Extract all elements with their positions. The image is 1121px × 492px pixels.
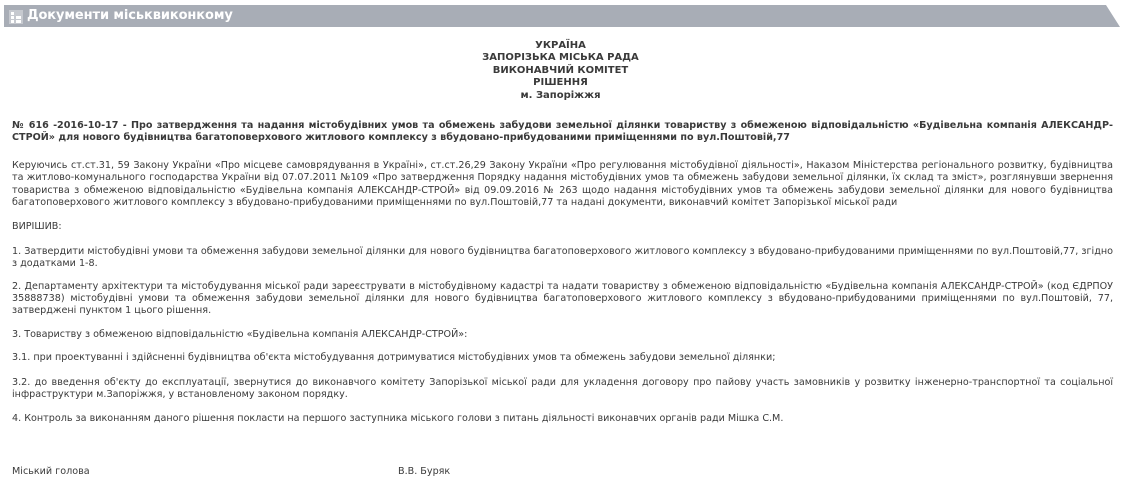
heading-city: м. Запоріжжя — [520, 89, 601, 101]
heading-committee: ВИКОНАВЧИЙ КОМІТЕТ — [492, 64, 629, 76]
document-item-3-1: 3.1. при проектуванні і здійсненні будівництва об'єкта містобудування дотримуватися містобудівних умов та обмежень забудови земельної ділянки; — [12, 352, 776, 364]
document-title: № 616 -2016-10-17 - Про затвердження та надання містобудівних умов та обмежень забудови земельної ділянки товариству з обмеженою відповідальністю «Будівельна компанія АЛЕКСАНДР-СТРОЙ» для нового будівництва багатоповерхового житлового комплексу з вбудовано-прибудованими приміщеннями по вул.Поштовій,77 — [12, 120, 1113, 144]
document-item-1: 1. Затвердити містобудівні умови та обмеження забудови земельної ділянки для нового будівництва багатоповерхового житлового комплексу з вбудовано-прибудованими приміщеннями по вул.Поштовій,77, згідно з додатками 1-8. — [12, 245, 1113, 270]
heading-decision: РІШЕННЯ — [533, 77, 588, 89]
document-list-icon — [9, 9, 23, 23]
heading-country: УКРАЇНА — [535, 40, 586, 51]
document-item-2: 2. Департаменту архітектури та містобудування міської ради зареєструвати в містобудівному кадастрі та надати товариству з обмеженою відповідальністю «Будівельна компанія АЛЕКСАНДР-СТРОЙ» (код ЄДРПОУ 35888738) містобудівні умови та обмеження забудови земельної ділянки для нового будівництва багатоповерхового житлового комплексу з вбудовано-прибудованими приміщеннями по вул.Поштовій, 77, затверджені пунктом 1 цього рішення. — [12, 280, 1113, 317]
header-corner — [1106, 5, 1120, 27]
section-title: Документи міськвиконкому — [27, 8, 233, 23]
document-resolved: ВИРІШИВ: — [12, 221, 62, 233]
document-body — [12, 120, 1113, 425]
heading-council: ЗАПОРІЗЬКА МІСЬКА РАДА — [482, 52, 639, 64]
document-item-4: 4. Контроль за виконанням даного рішення покласти на першого заступника міського голови з питань діяльності виконавчих органів ради Мішка С.М. — [12, 412, 784, 424]
document-item-3: 3. Товариству з обмеженою відповідальністю «Будівельна компанія АЛЕКСАНДР-СТРОЙ»: — [12, 328, 468, 340]
section-header-bar — [4, 5, 1120, 27]
document-heading — [0, 40, 1121, 102]
document-item-3-2: 3.2. до введення об'єкту до експлуатації, звернутися до виконавчого комітету Запорізької міської ради для укладення договору про пайову участь замовників у розвитку інженерно-транспортної та соціальної інфраструктури м.Запоріжжя, у встановленому законом порядку. — [12, 376, 1113, 401]
signature-name: В.В. Буряк — [398, 466, 451, 477]
signature-position: Міський голова — [12, 466, 90, 477]
document-preamble: Керуючись ст.ст.31, 59 Закону України «Про місцеве самоврядування в Україні», ст.ст.26,29 Закону України «Про регулювання містобудівної діяльності», Наказом Міністерства регіонального розвитку, будівництва та житлово-комунального господарства України від 07.07.2011 №109 «Про затвердження Порядку надання містобудівних умов та обмежень забудови земельної ділянки, їх склад та зміст», розглянувши звернення товариства з обмеженою відповідальністю «Будівельна компанія АЛЕКСАНДР-СТРОЙ» від 09.09.2016 № 263 щодо надання містобудівних умов та обмежень забудови земельної ділянки для нового будівництва багатоповерхового житлового комплексу з вбудовано-прибудованими приміщеннями по вул.Поштовій,77 та надані документи, виконавчий комітет Запорізької міської ради — [12, 159, 1113, 209]
